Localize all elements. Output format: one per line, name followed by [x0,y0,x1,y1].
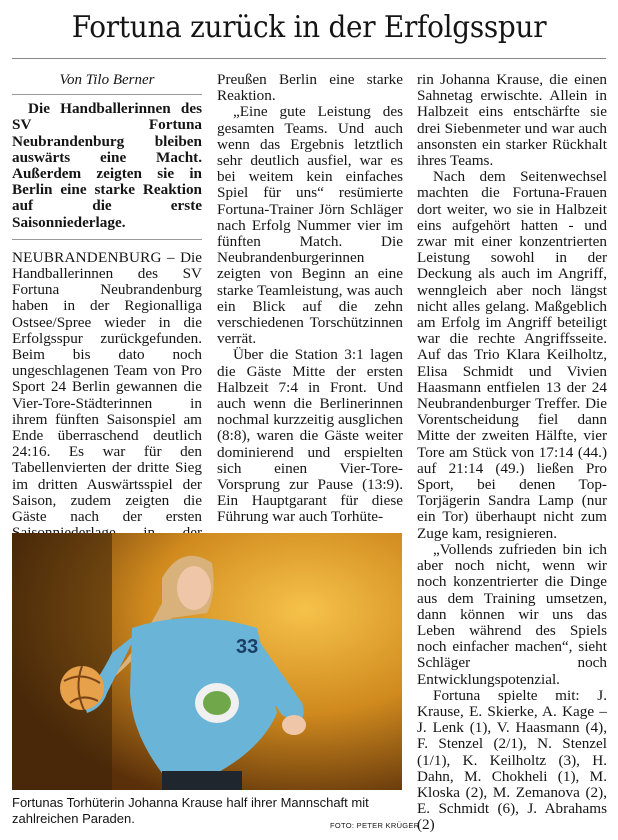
handball-photo [12,533,402,790]
author-byline: Von Tilo Berner [59,72,155,88]
body-paragraph: „Vollends zufrieden bin ich aber noch nicht, wenn wir noch konzentrierter die Dinge aus dem Training umsetzen, dann können wir uns das Leben während des Spiels noch einfacher machen“, sieht Schläger noch Entwicklungspotenzial. [417,540,607,688]
column-2 [217,72,403,526]
photo-caption: Fortunas Torhüterin Johanna Krause half ihrer Mannschaft mit zahlreichen Paraden. [12,795,369,826]
column-3 [417,72,607,834]
headline-rule [12,58,606,59]
body-paragraph [12,250,202,558]
body-paragraph: Preußen Berlin eine starke Reaktion. [217,71,403,105]
photo-credit: FOTO: PETER KRÜGER [330,821,420,830]
headline: Fortuna zurück in der Erfolgsspur [71,10,547,45]
column-1 [12,72,202,558]
body-paragraph: Über die Station 3:1 lagen die Gäste Mitte der ersten Halbzeit 7:4 in Front. Und auch wenn die Berlinerinnen nochmal kurzzeitig ausglichen (8:8), waren die Gäste weiter dominierend und erspielten sich einen Vier-Tore-Vorsprung zur Pause (13:9). Ein Hauptgarant für diese Führung war auch Torhüte- [217,346,403,526]
author-rule [12,94,202,95]
lead-paragraph: Die Handballerinnen des SV Fortuna Neubrandenburg bleiben auswärts eine Macht. Außerdem zeigten sie in Berlin eine starke Reaktion auf die erste Saisonniederlage. [12,100,202,231]
dateline: NEUBRANDENBURG – [12,248,175,266]
body-paragraph: Nach dem Seitenwechsel machten die Fortuna-Frauen dort weiter, wo sie in Halbzeit eins aufgehört hatten - und zwar mit einer konzentrierten Leistung sowohl in der Deckung als auch im Angriff, wenngleich aber noch längst nicht alles gelang. Maßgeblich am Erfolg im Angriff beteiligt war die rechte Angriffsseite. Auf das Trio Klara Keilholtz, Elisa Schmidt und Vivien Haasmann entfielen 13 der 24 Neubrandenburger Treffer. Die Vorentscheidung fiel dann Mitte der zweiten Hälfte, vier Tore am Stück von 17:14 (44.) auf 21:14 (49.) ließen Pro Sport, bei denen Top-Torjägerin Sandra Lamp (nur ein Tor) überhaupt nicht zum Zuge kam, resignieren. [417,168,607,542]
goalkeeper-illustration [12,533,402,790]
jersey-number: 33 [236,636,259,658]
team-lineup: Fortuna spielte mit: J. Krause, E. Skierke, A. Kage – J. Lenk (1), V. Haasmann (4), F. Stenzel (2/1), N. Stenzel (1/1), K. Keilholtz (3), H. Dahn, M. Chokheli (1), M. Kloska (2), M. Zemanova (2), E. Schmidt (6), J. Abrahams (2) [417,686,607,834]
lead-rule [12,239,202,240]
body-paragraph: rin Johanna Krause, die einen Sahnetag erwischte. Allein in Halbzeit eins entschärfte sie drei Siebenmeter und war auch ansonsten ein starker Rückhalt ihres Teams. [417,71,607,170]
body-paragraph: „Eine gute Leistung des gesamten Teams. Und auch wenn das Ergebnis letztlich sehr deutlich ausfiel, war es bei weitem kein einfaches Spiel für uns“ resümierte Fortuna-Trainer Jörn Schläger nach Erfolg Nummer vier im fünften Match. Die Neubrandenburgerinnen zeigten von Beginn an eine starke Teamleistung, was auch ein Blick auf die zehn verschiedenen Torschützinnen verrät. [217,103,403,348]
body-text: Die Handballerinnen des SV Fortuna Neubrandenburg haben in der Regionalliga Ostsee/Spree wieder in die Erfolgsspur zurückgefunden. Beim bis dato noch ungeschlagenen Team von Pro Sport 24 Berlin gewannen die Vier-Tore-Städterinnen in ihrem fünften Saisonspiel am Ende überraschend deutlich 24:16. Es war für den Tabellenvierten der dritte Sieg im dritten Auswärtsspiel der Saison, zudem zeigten die Gäste nach der ersten [12,248,202,526]
